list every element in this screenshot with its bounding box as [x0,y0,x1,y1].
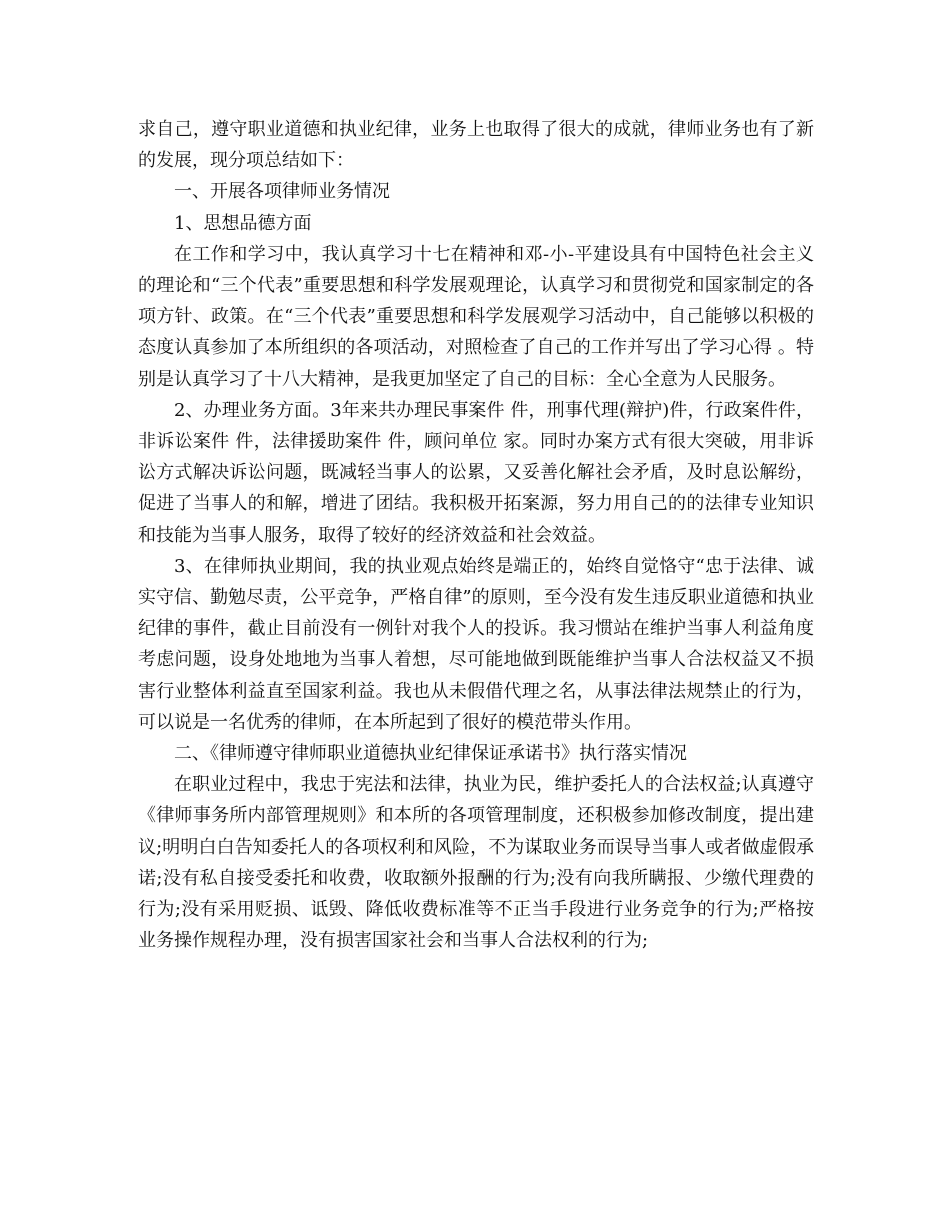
paragraph-business: 2、办理业务方面。3年来共办理民事案件 件，刑事代理(辩护)件，行政案件件，非诉讼案件 件，法律援助案件 件，顾问单位 家。同时办案方式有很大突破，用非诉讼方式解决诉讼问题，既减轻当事人的讼累，又妥善化解社会矛盾，及时息讼解纷，促进了当事人的和解，增进了团结。我积极开拓案源，努力用自己的的法律专业知识和技能为当事人服务，取得了较好的经济效益和社会效益。 [138,399,814,546]
section-heading-one: 一、开展各项律师业务情况 [174,181,390,203]
paragraph-practice: 3、在律师执业期间，我的执业观点始终是端正的，始终自觉恪守“忠于法律、诚实守信、勤勉尽责，公平竞争，严格自律”的原则，至今没有发生违反职业道德和执业纪律的事件，截止目前没有一例针对我个人的投诉。我习惯站在维护当事人利益角度考虑问题，设身处地地为当事人着想，尽可能地做到既能维护当事人合法权益又不损害行业整体利益直至国家利益。我也从未假借代理之名，从事法律法规禁止的行为，可以说是一名优秀的律师，在本所起到了很好的模范带头作用。 [138,555,814,733]
paragraph-ethics: 在工作和学习中，我认真学习十七在精神和邓-小-平建设具有中国特色社会主义的理论和“三个代表”重要思想和科学发展观理论，认真学习和贯彻党和国家制定的各项方针、政策。在“三个代表”重要思想和科学发展观学习活动中，自己能够以积极的态度认真参加了本所组织的各项活动，对照检查了自己的工作并写出了学习心得 。特别是认真学习了十八大精神，是我更加坚定了自己的目标：全心全意为人民服务。 [138,243,814,390]
paragraph-continuation: 求自己，遵守职业道德和执业纪律，业务上也取得了很大的成就，律师业务也有了新的发展，现分项总结如下： [138,119,814,172]
section-heading-two: 二、《律师遵守律师职业道德执业纪律保证承诺书》执行落实情况 [174,743,687,765]
subsection-heading-ethics: 1、思想品德方面 [174,212,312,234]
paragraph-commitment: 在职业过程中，我忠于宪法和法律，执业为民，维护委托人的合法权益;认真遵守《律师事务所内部管理规则》和本所的各项管理制度，还积极参加修改制度，提出建议;明明白白告知委托人的各项权利和风险，不为谋取业务而误导当事人或者做虚假承诺;没有私自接受委托和收费，收取额外报酬的行为;没有向我所瞒报、少缴代理费的行为;没有采用贬损、诋毁、降低收费标准等不正当手段进行业务竞争的行为;严格按业务操作规程办理，没有损害国家社会和当事人合法权利的行为; [138,774,815,952]
document-body [138,114,814,956]
